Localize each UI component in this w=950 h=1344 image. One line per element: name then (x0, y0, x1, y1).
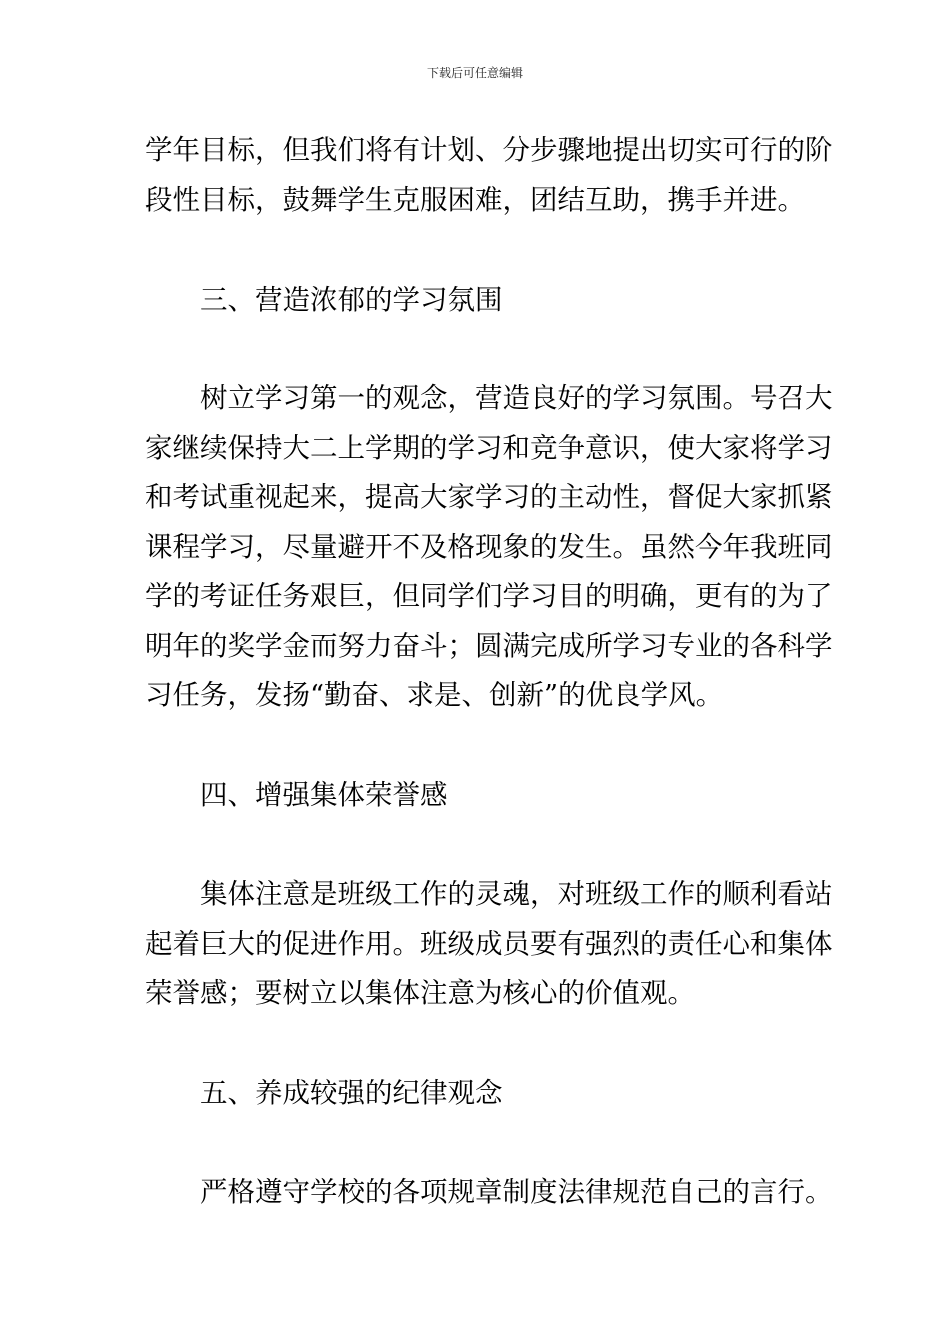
paragraph-line: 学的考证任务艰巨，但同学们学习目的明确，更有的为了 (145, 580, 833, 612)
page-header-note: 下载后可任意编辑 (426, 66, 523, 80)
paragraph-line: 学年目标，但我们将有计划、分步骤地提出切实可行的阶 (145, 134, 833, 166)
paragraph-line: 荣誉感；要树立以集体注意为核心的价值观。 (145, 977, 695, 1009)
paragraph-line: 家继续保持大二上学期的学习和竞争意识，使大家将学习 (145, 432, 833, 464)
section-heading: 五、养成较强的纪律观念 (200, 1077, 503, 1109)
paragraph-line: 起着巨大的促进作用。班级成员要有强烈的责任心和集体 (145, 928, 833, 960)
section-heading: 四、增强集体荣誉感 (200, 779, 448, 811)
section-heading: 三、营造浓郁的学习氛围 (200, 284, 503, 316)
paragraph-line: 明年的奖学金而努力奋斗；圆满完成所学习专业的各科学 (145, 630, 833, 662)
paragraph-line: 习任务，发扬“勤奋、求是、创新”的优良学风。 (145, 679, 724, 711)
paragraph-line: 树立学习第一的观念，营造良好的学习氛围。号召大 (200, 382, 833, 414)
paragraph-line: 严格遵守学校的各项规章制度法律规范自己的言行。 (200, 1176, 833, 1208)
paragraph-line: 和考试重视起来，提高大家学习的主动性，督促大家抓紧 (145, 481, 833, 513)
paragraph-line: 课程学习，尽量避开不及格现象的发生。虽然今年我班同 (145, 531, 833, 563)
paragraph-line: 集体注意是班级工作的灵魂，对班级工作的顺利看站 (200, 878, 833, 910)
paragraph-line: 段性目标，鼓舞学生克服困难，团结互助，携手并进。 (145, 184, 805, 216)
